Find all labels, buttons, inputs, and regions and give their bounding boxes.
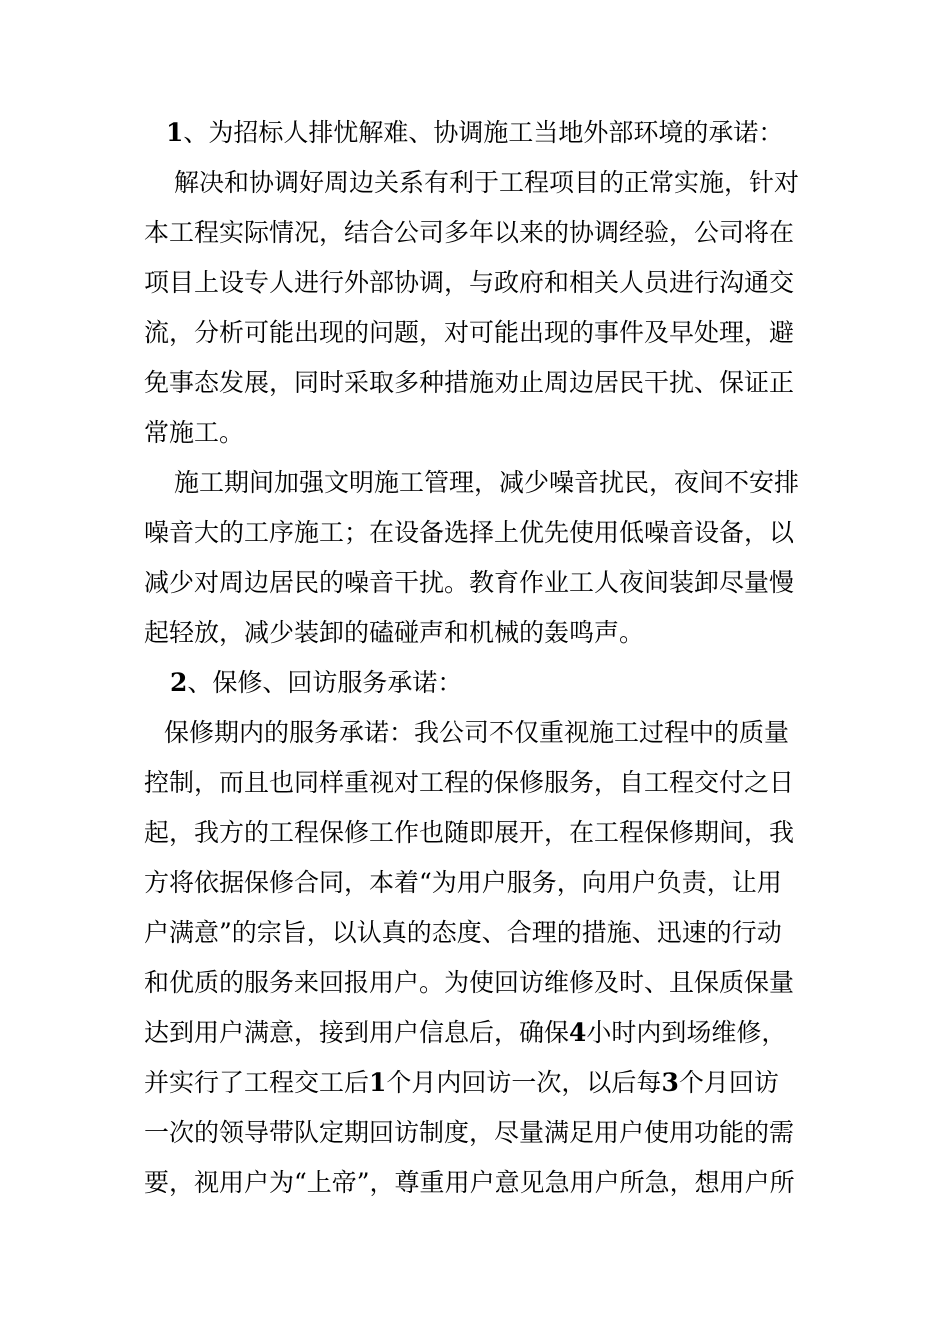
paragraph-line <box>0 708 950 758</box>
line-text: 保修期内的服务承诺：我公司不仅重视施工过程中的质量 <box>164 718 790 747</box>
line-text: 流，分析可能出现的问题，对可能出现的事件及早处理，避 <box>144 318 795 347</box>
line-text: 起轻放，减少装卸的磕碰声和机械的轰鸣声。 <box>144 618 645 647</box>
line-text: 控制，而且也同样重视对工程的保修服务，自工程交付之日 <box>144 768 795 797</box>
paragraph-line <box>0 958 950 1008</box>
line-text: 和优质的服务来回报用户。为使回访维修及时、且保质保量 <box>144 968 795 997</box>
paragraph-line <box>0 308 950 358</box>
paragraph-line <box>0 1158 950 1208</box>
line-text: 减少对周边居民的噪音干扰。教育作业工人夜间装卸尽量慢 <box>144 568 795 597</box>
line-text: 免事态发展，同时采取多种措施劝止周边居民干扰、保证正 <box>144 368 795 397</box>
line-text: 并实行了工程交工后1个月内回访一次，以后每3个月回访 <box>144 1068 779 1097</box>
paragraph-line <box>0 558 950 608</box>
line-text: 常施工。 <box>144 418 245 447</box>
line-text: 解决和协调好周边关系有利于工程项目的正常实施，针对 <box>174 168 800 197</box>
line-text: 要，视用户为“上帝”，尊重用户意见急用户所急，想用户所 <box>144 1168 795 1197</box>
paragraph-line <box>0 158 950 208</box>
line-text: 方将依据保修合同，本着“为用户服务，向用户负责，让用 <box>144 868 782 897</box>
line-text: 户满意”的宗旨，以认真的态度、合理的措施、迅速的行动 <box>144 918 782 947</box>
line-text: 一次的领导带队定期回访制度，尽量满足用户使用功能的需 <box>144 1118 795 1147</box>
heading-2-text: 2、保修、回访服务承诺： <box>170 668 463 697</box>
paragraph-line <box>0 358 950 408</box>
line-text: 达到用户满意，接到用户信息后，确保4小时内到场维修， <box>144 1018 787 1047</box>
line-text: 起，我方的工程保修工作也随即展开，在工程保修期间，我 <box>144 818 795 847</box>
paragraph-line <box>0 1108 950 1158</box>
paragraph-line <box>0 858 950 908</box>
paragraph-line <box>0 208 950 258</box>
paragraph-line <box>0 908 950 958</box>
line-text: 本工程实际情况，结合公司多年以来的协调经验，公司将在 <box>144 218 795 247</box>
heading-1-text: 1、为招标人排忧解难、协调施工当地外部环境的承诺： <box>166 118 784 147</box>
paragraph-line <box>0 808 950 858</box>
line-text: 噪音大的工序施工；在设备选择上优先使用低噪音设备，以 <box>144 518 795 547</box>
paragraph-line <box>0 1058 950 1108</box>
paragraph-line <box>0 758 950 808</box>
heading-1 <box>0 108 950 158</box>
paragraph-line <box>0 408 950 458</box>
line-text: 项目上设专人进行外部协调，与政府和相关人员进行沟通交 <box>144 268 795 297</box>
paragraph-line <box>0 508 950 558</box>
heading-2 <box>0 658 950 708</box>
paragraph-line <box>0 258 950 308</box>
paragraph-line <box>0 1008 950 1058</box>
paragraph-line <box>0 458 950 508</box>
line-text: 施工期间加强文明施工管理，减少噪音扰民，夜间不安排 <box>174 468 800 497</box>
paragraph-line <box>0 608 950 658</box>
